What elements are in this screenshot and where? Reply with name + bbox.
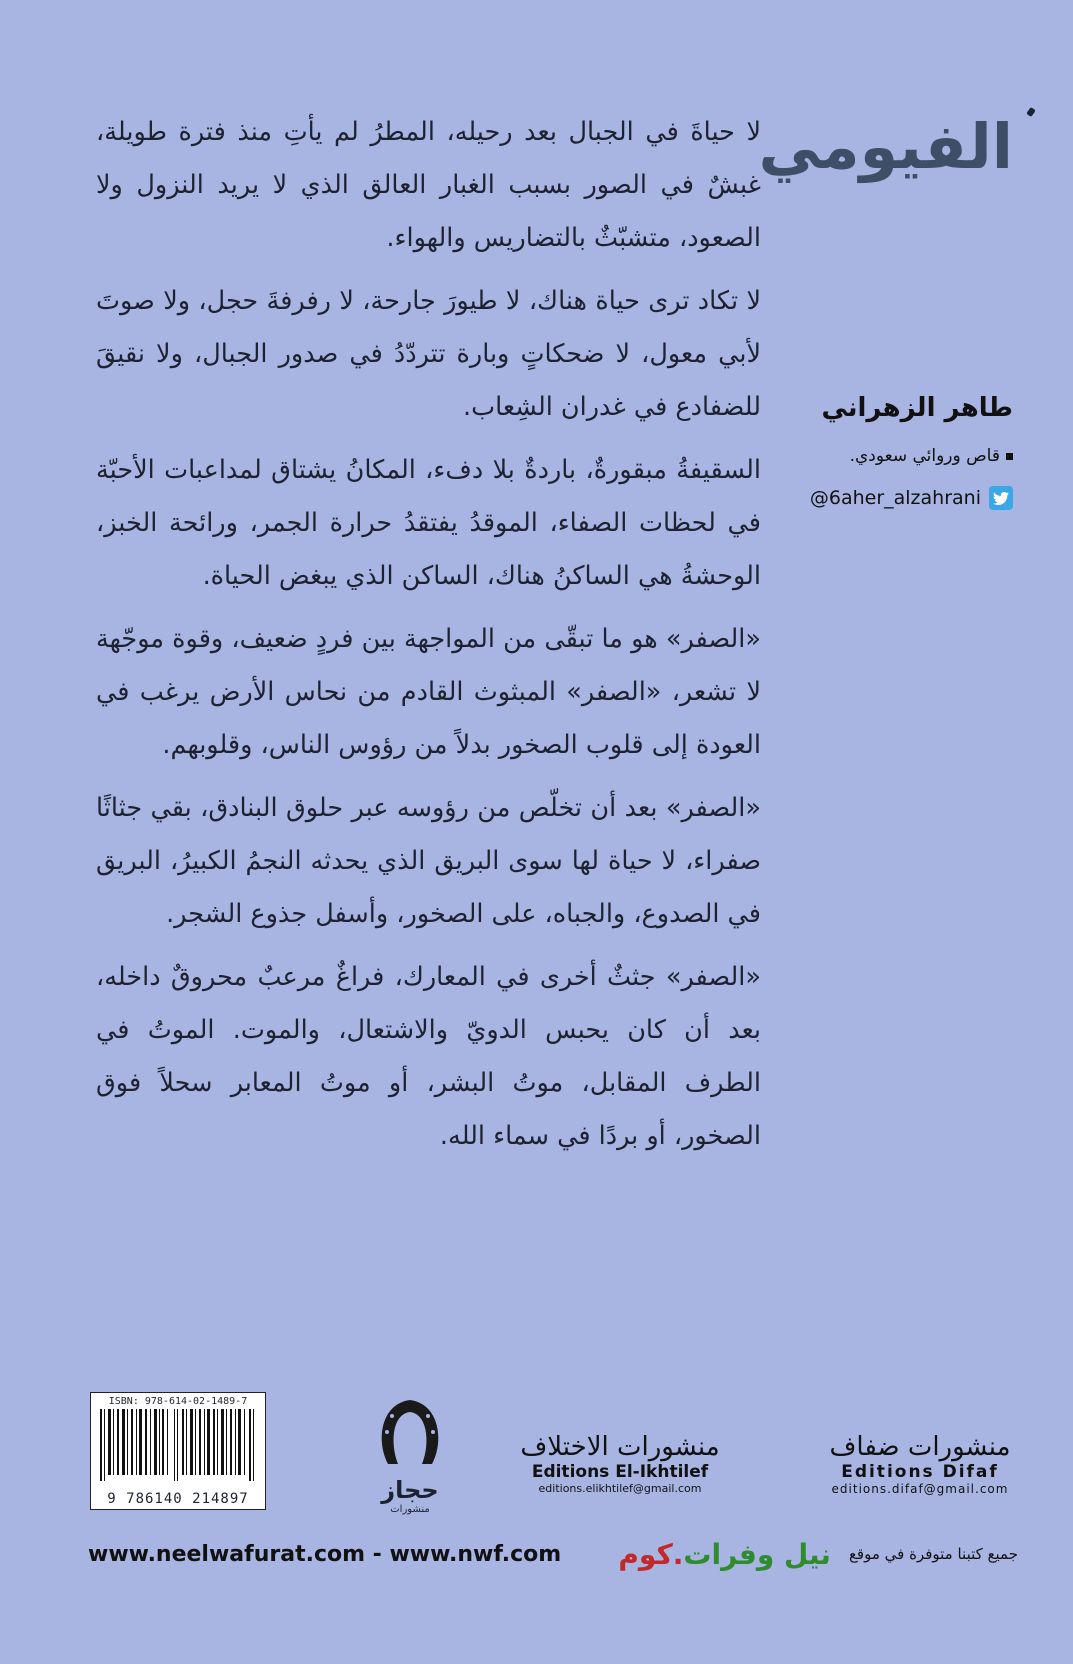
- difaf-email[interactable]: editions.difaf@gmail.com: [831, 1482, 1009, 1496]
- blurb-paragraph: «الصفر» بعد أن تخلّص من رؤوسه عبر حلوق البنادق، بقي جثاثًا صفراء، لا حياة لها سوى البريق الذي يحدثه النجمُ الكبيرُ، البريق في الصدوع، والجباه، على الصخور، وأسفل جذوع الشجر.: [96, 793, 761, 929]
- publisher-difaf: [820, 1432, 1020, 1496]
- twitter-icon: [989, 486, 1013, 510]
- horseshoe-icon: [370, 1392, 450, 1472]
- author-twitter[interactable]: [810, 486, 1013, 510]
- blurb-paragraph: لا تكاد ترى حياة هناك، لا طيورَ جارحة، لا رفرفةَ حجل، ولا صوتَ لأبي معول، لا ضحكاتٍ وبارة تتردّدُ في صدور الجبال، ولا نقيقَ للضفادع في غدران الشِعاب.: [96, 286, 761, 422]
- author-name: طاهر الزهراني: [821, 393, 1013, 423]
- bullet-icon: [1006, 453, 1013, 460]
- logo-red-part: .كوم: [618, 1537, 684, 1571]
- ikhtilef-english: Editions El-Ikhtilef: [531, 1462, 709, 1482]
- blurb-paragraph: لا حياةَ في الجبال بعد رحيله، المطرُ لم يأتِ منذ فترة طويلة، غبشٌ في الصور بسبب الغبار العالق الذي لا يريد النزول ولا الصعود، متشبّثٌ بالتضاريس والهواء.: [96, 117, 761, 253]
- difaf-arabic: منشورات ضفاف: [829, 1432, 1011, 1462]
- cover-speck: [1026, 107, 1036, 117]
- barcode-bars: [96, 1409, 260, 1481]
- book-title: الفيومي: [758, 110, 1013, 183]
- neelwafurat-logo[interactable]: [618, 1538, 831, 1571]
- publisher-ikhtilef: [520, 1432, 720, 1495]
- author-bio-text: قاص وروائي سعودي.: [849, 446, 1000, 466]
- hijaz-sub: منشورات: [390, 1504, 430, 1515]
- ikhtilef-email[interactable]: editions.elikhtilef@gmail.com: [538, 1482, 702, 1495]
- isbn-barcode: [90, 1392, 266, 1510]
- logo-green-part: نيل وفرات: [683, 1537, 831, 1571]
- blurb-text: [96, 106, 761, 1173]
- isbn-label: ISBN: 978-614-02-1489-7: [108, 1396, 248, 1407]
- publisher-hijaz-logo: [370, 1392, 450, 1517]
- ikhtilef-arabic: منشورات الاختلاف: [520, 1432, 720, 1462]
- isbn-number: 9 786140 214897: [107, 1491, 249, 1507]
- difaf-english: Editions Difaf: [841, 1462, 999, 1482]
- twitter-handle[interactable]: @6aher_alzahrani: [809, 487, 981, 509]
- footer-right: [618, 1538, 1018, 1571]
- hijaz-name: حجاز: [381, 1476, 439, 1504]
- blurb-paragraph: السقيفةُ مبقورةٌ، باردةٌ بلا دفء، المكانُ يشتاق لمداعبات الأحبّة في لحظات الصفاء، الموقدُ يفتقدُ حرارة الجمر، ورائحة الخبز، الوحشةُ هي الساكنُ هناك، الساكن الذي يبغض الحياة.: [96, 455, 761, 591]
- footer-bar: [88, 1537, 1018, 1571]
- footer-urls[interactable]: www.neelwafurat.com - www.nwf.com: [88, 1541, 562, 1567]
- availability-text: جميع كتبنا متوفرة في موقع: [848, 1545, 1018, 1563]
- author-bio: [850, 446, 1013, 466]
- blurb-paragraph: «الصفر» جثثٌ أخرى في المعارك، فراغٌ مرعبٌ محروقٌ داخله، بعد أن كان يحبس الدويّ والاشتعال، والموت. الموتُ في الطرف المقابل، موتُ البشر، أو موتُ المعابر سحلاً فوق الصخور، أو بردًا في سماء الله.: [96, 962, 761, 1151]
- blurb-paragraph: «الصفر» هو ما تبقّى من المواجهة بين فردٍ ضعيف، وقوة موجّهة لا تشعر، «الصفر» المبثوث القادم من نحاس الأرض يرغب في العودة إلى قلوب الصخور بدلاً من رؤوس الناس، وقلوبهم.: [96, 624, 761, 760]
